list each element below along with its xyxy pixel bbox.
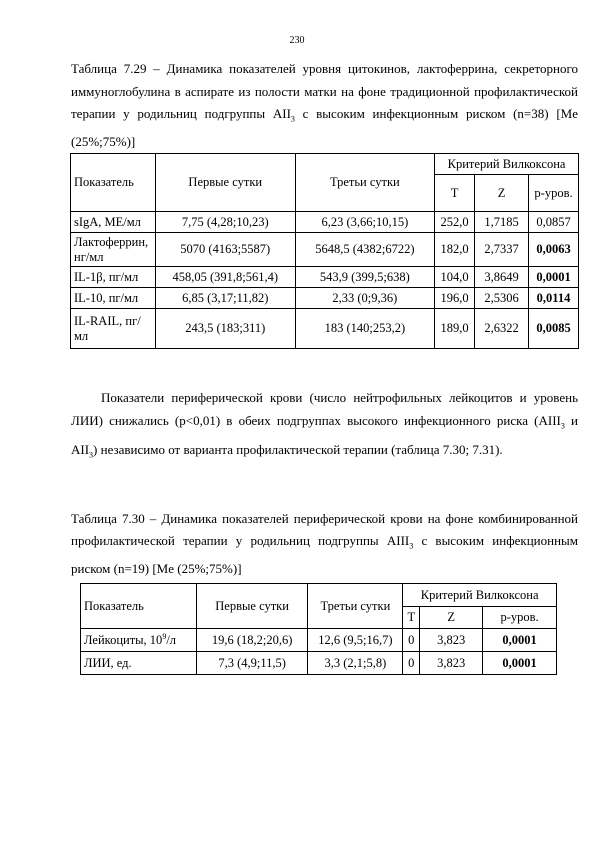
header-day3: Третьи сутки bbox=[295, 154, 435, 212]
page-number: 230 bbox=[289, 35, 305, 46]
header-t: T bbox=[403, 607, 420, 629]
table-row: IL-10, пг/мл 6,85 (3,17;11,82) 2,33 (0;9,36) 196,0 2,5306 0,0114 bbox=[71, 288, 579, 309]
table-row: Лейкоциты, $10^9/л$ 19,6 (18,2;20,6) 12,6 (9,5;16,7) 0 3,823 0,0001 bbox=[81, 629, 557, 652]
table-row: IL-1β, пг/мл 458,05 (391,8;561,4) 543,9 (399,5;638) 104,0 3,8649 0,0001 bbox=[71, 267, 579, 288]
header-day3: Третьи сутки bbox=[308, 584, 403, 629]
header-z: Z bbox=[475, 175, 529, 212]
table-row: ЛИИ, ед. 7,3 (4,9;11,5) 3,3 (2,1;5,8) 0 3,823 0,0001 bbox=[81, 652, 557, 675]
table-7-29 bbox=[70, 153, 579, 349]
header-param: Показатель bbox=[81, 584, 197, 629]
header-z: Z bbox=[420, 607, 483, 629]
table-7-29-caption: Таблица 7.29 – Динамика показателей уровня цитокинов, лактоферрина, секреторного иммуноглобулина в аспирате из полости матки на фоне традиционной профилактической терапии у родильниц подгруппы $АII_3$ с высоким инфекционным риском (n=38) [Me (25%;75%)] bbox=[71, 61, 578, 150]
header-day1: Первые сутки bbox=[196, 584, 308, 629]
header-day1: Первые сутки bbox=[155, 154, 295, 212]
header-t: T bbox=[435, 175, 475, 212]
table-7-30-caption: Таблица 7.30 – Динамика показателей периферической крови на фоне комбинированной профилактической терапии у родильниц подгруппы $АIII_3$ с высоким инфекционным риском (n=19) [Me (25%;75%)] bbox=[71, 511, 578, 576]
body-paragraph: Показатели периферической крови (число нейтрофильных лейкоцитов и уровень ЛИИ) снижались (р<0,01) в обеих подгруппах высокого инфекционного риска ($АIII_3$ и $АII_3$) независимо от варианта профилактической терапии (таблица 7.30; 7.31). bbox=[71, 390, 578, 460]
table-7-30 bbox=[80, 583, 557, 675]
header-param: Показатель bbox=[71, 154, 156, 212]
table-row: sIgA, МЕ/мл 7,75 (4,28;10,23) 6,23 (3,66;10,15) 252,0 1,7185 0,0857 bbox=[71, 212, 579, 233]
table-row: IL-RAIL, пг/мл 243,5 (183;311) 183 (140;253,2) 189,0 2,6322 0,0085 bbox=[71, 309, 579, 349]
header-p: р-уров. bbox=[529, 175, 579, 212]
header-wilcoxon: Критерий Вилкоксона bbox=[403, 584, 557, 607]
table-row: Лактоферрин, нг/мл 5070 (4163;5587) 5648,5 (4382;6722) 182,0 2,7337 0,0063 bbox=[71, 233, 579, 267]
header-p: р-уров. bbox=[483, 607, 557, 629]
header-wilcoxon: Критерий Вилкоксона bbox=[435, 154, 579, 175]
